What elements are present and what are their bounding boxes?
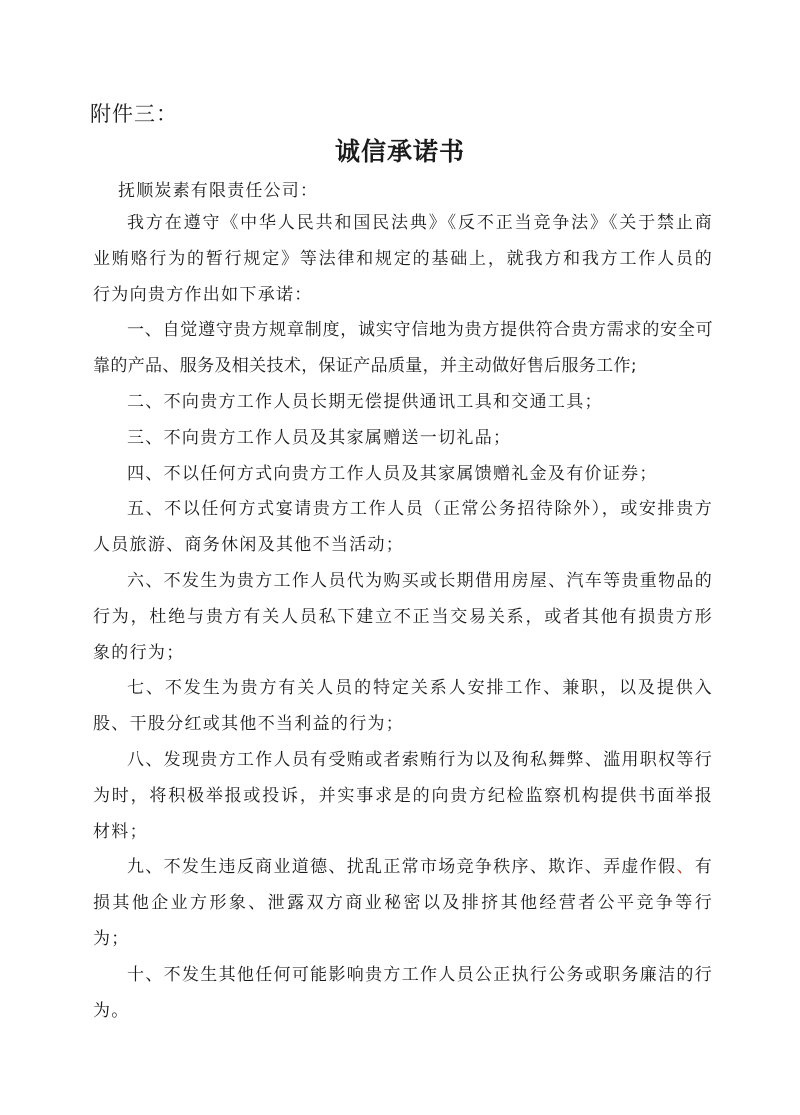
commitment-item-8: 八、发现贵方工作人员有受贿或者索贿行为以及徇私舞弊、滥用职权等行为时，将积极举报或投诉，并实事求是的向贵方纪检监察机构提供书面举报材料； [93,749,713,842]
document-body [93,206,713,1029]
red-comma-mark: 、 [676,857,695,878]
commitment-item-7: 七、不发生为贵方有关人员的特定关系人安排工作、兼职，以及提供入股、干股分红或其他不当利益的行为； [93,678,713,735]
salutation: 抚顺炭素有限责任公司： [118,181,319,201]
document-title: 诚信承诺书 [334,137,465,166]
commitment-item-4: 四、不以任何方式向贵方工作人员及其家属馈赠礼金及有价证券； [127,463,658,484]
commitment-item-9 [93,850,713,957]
commitment-item-10: 十、不发生其他任何可能影响贵方工作人员公正执行公务或职务廉洁的行为。 [93,964,713,1021]
commitment-item-9-text-b: 有损其他企业方形象、泄露双方商业秘密以及排挤其他经营者公平竞争等行为； [93,857,713,949]
commitment-item-5: 五、不以任何方式宴请贵方工作人员（正常公务招待除外），或安排贵方人员旅游、商务休闲及其他不当活动； [93,499,713,556]
commitment-item-1: 一、自觉遵守贵方规章制度，诚实守信地为贵方提供符合贵方需求的安全可靠的产品、服务及相关技术，保证产品质量，并主动做好售后服务工作; [93,320,713,377]
commitment-item-2: 二、不向贵方工作人员长期无偿提供通讯工具和交通工具； [127,391,603,412]
attachment-label: 附件三： [90,102,178,126]
commitment-item-3: 三、不向贵方工作人员及其家属赠送一切礼品； [127,427,512,448]
commitment-item-9-text-a: 九、不发生违反商业道德、扰乱正常市场竞争秩序、欺诈、弄虚作假 [127,857,677,878]
commitment-item-6: 六、不发生为贵方工作人员代为购买或长期借用房屋、汽车等贵重物品的行为，杜绝与贵方有关人员私下建立不正当交易关系，或者其他有损贵方形象的行为； [93,570,713,663]
intro-paragraph: 我方在遵守《中华人民共和国民法典》《反不正当竞争法》《关于禁止商业贿赂行为的暂行规定》等法律和规定的基础上，就我方和我方工作人员的行为向贵方作出如下承诺： [93,213,713,305]
